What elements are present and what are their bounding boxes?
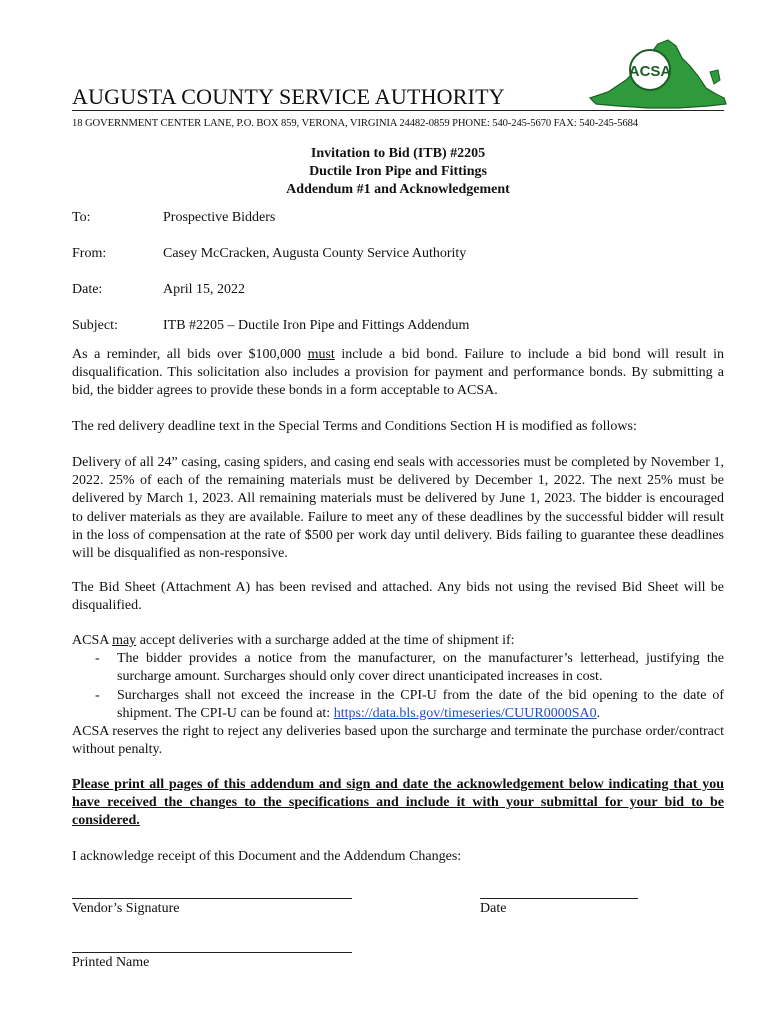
title-line-2: Ductile Iron Pipe and Fittings xyxy=(309,164,487,179)
bullet-dash: - xyxy=(95,651,100,667)
title-line-3: Addendum #1 and Acknowledgement xyxy=(286,182,510,197)
acknowledgement-statement: I acknowledge receipt of this Document and the Addendum Changes: xyxy=(72,849,462,864)
bid-bond-paragraph xyxy=(72,346,724,401)
organization-name: AUGUSTA COUNTY SERVICE AUTHORITY xyxy=(72,84,505,109)
organization-address: 18 GOVERNMENT CENTER LANE, P.O. BOX 859, VERONA, VIRGINIA 24482-0859 PHONE: 540-245-5670 FAX: 540-245-5684 xyxy=(72,118,638,129)
title-line-1: Invitation to Bid (ITB) #2205 xyxy=(310,146,486,161)
memo-to xyxy=(72,210,275,226)
list-item xyxy=(72,687,724,723)
memo-date xyxy=(72,282,245,298)
surcharge-intro-a: ACSA xyxy=(72,633,113,648)
acknowledgement-notice: Please print all pages of this addendum and sign and date the acknowledgement below indicating that you have received the changes to the specifications and include it with your submittal for your bid to be considered. xyxy=(72,777,724,829)
memo-from-label: From: xyxy=(72,246,107,261)
date-label: Date xyxy=(480,901,507,916)
memo-date-label: Date: xyxy=(72,282,103,297)
acsa-logo xyxy=(588,36,728,116)
memo-to-value: Prospective Bidders xyxy=(163,210,276,225)
must-emphasis: must xyxy=(307,347,335,362)
printed-name-label: Printed Name xyxy=(72,955,150,970)
surcharge-section xyxy=(72,632,724,759)
cpi-u-link[interactable]: https://data.bls.gov/timeseries/CUUR0000SA0 xyxy=(333,705,597,721)
memo-subject-value: ITB #2205 – Ductile Iron Pipe and Fittings Addendum xyxy=(163,318,470,333)
reject-deliveries-text: ACSA reserves the right to reject any deliveries based upon the surcharge and terminate the purchase order/contract without penalty. xyxy=(72,724,724,758)
list-item xyxy=(72,650,724,686)
document-title xyxy=(72,145,724,199)
memo-to-label: To: xyxy=(72,210,91,225)
surcharge-conditions-list xyxy=(72,650,724,723)
date-line[interactable] xyxy=(480,898,638,899)
memo-subject xyxy=(72,318,469,334)
memo-subject-label: Subject: xyxy=(72,318,118,333)
memo-from-value: Casey McCracken, Augusta County Service Authority xyxy=(163,246,467,261)
bullet-2-end: . xyxy=(596,705,601,721)
bid-sheet-paragraph: The Bid Sheet (Attachment A) has been revised and attached. Any bids not using the revised Bid Sheet will be disqualified. xyxy=(72,580,724,614)
memo-date-value: April 15, 2022 xyxy=(163,282,246,297)
bid-bond-text-a: As a reminder, all bids over $100,000 xyxy=(72,347,308,362)
bid-bond-text-b: include a bid bond. Failure to include a bid bond will result in disqualification. This solicitation also includes a provision for payment and performance bonds. By submitting a bid, the bidder agrees to provide these bonds in a form acceptable to ACSA. xyxy=(72,347,724,399)
bullet-2-text: Surcharges shall not exceed the increase in the CPI-U from the date of the bid opening to the date of shipment. The CPI-U can be found at: xyxy=(117,687,724,721)
delivery-modification-intro: The red delivery deadline text in the Special Terms and Conditions Section H is modified as follows: xyxy=(72,419,637,434)
delivery-deadline-paragraph: Delivery of all 24” casing, casing spiders, and casing end seals with accessories must be completed by November 1, 2022. 25% of each of the remaining materials must be delivered by December 1, 2022. The next 25% must be delivered by March 1, 2023. All remaining materials must be delivered by June 1, 2023. The bidder is encouraged to deliver materials as they are available. Failure to meet any of these deadlines by the successful bidder will result in the loss of compensation at the rate of $500 per work day until delivery. Bids failing to guarantee these deadlines will be disqualified as non-responsive. xyxy=(72,455,724,562)
bullet-1-text: The bidder provides a notice from the manufacturer, on the manufacturer’s letterhead, justifying the surcharge amount. Surcharges should only cover direct unanticipated increases in cost. xyxy=(117,651,724,685)
memo-from xyxy=(72,246,466,262)
surcharge-intro xyxy=(72,632,724,650)
logo-text: ACSA xyxy=(628,63,672,80)
vendor-signature-label: Vendor’s Signature xyxy=(72,901,180,916)
printed-name-line[interactable] xyxy=(72,952,352,953)
surcharge-intro-b: accept deliveries with a surcharge added at the time of shipment if: xyxy=(136,633,515,648)
may-emphasis: may xyxy=(112,633,137,648)
bullet-dash: - xyxy=(95,687,100,703)
vendor-signature-line[interactable] xyxy=(72,898,352,899)
